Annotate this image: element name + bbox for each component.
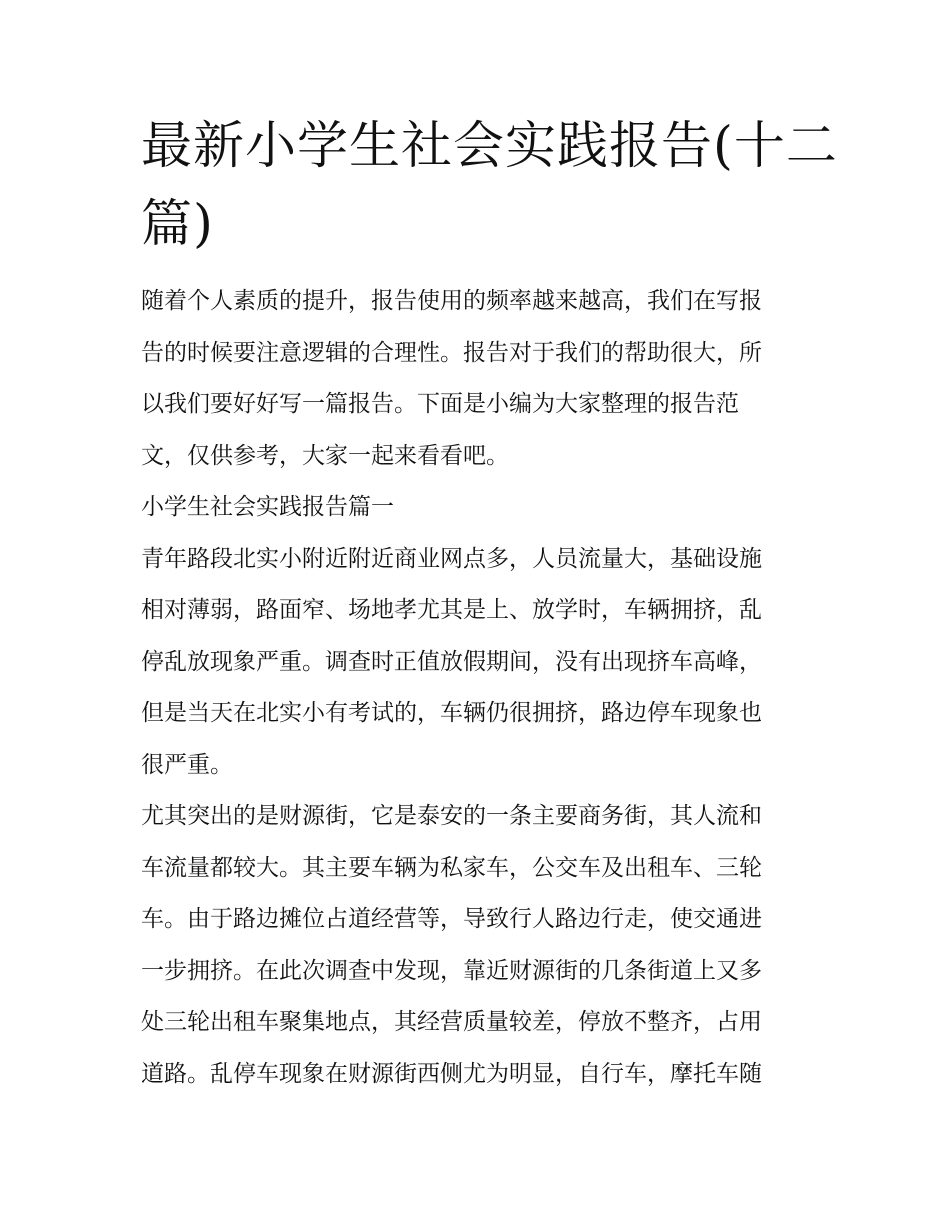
paragraph-line: 很严重。 — [141, 751, 233, 778]
document-body — [141, 276, 821, 1100]
paragraph-line: 相对薄弱，路面窄、场地孝尤其是上、放学时，车辆拥挤，乱 — [141, 597, 762, 623]
page-title — [141, 108, 838, 264]
intro-line: 告的时候要注意逻辑的合理性。报告对于我们的帮助很大，所 — [141, 339, 762, 366]
title-line: 最新小学生社会实践报告(十二 — [141, 117, 838, 176]
paragraph-line: 停乱放现象严重。调查时正值放假期间，没有出现挤车高峰， — [141, 648, 762, 675]
title-line: 篇) — [141, 195, 214, 254]
paragraph-line: 道路。乱停车现象在财源街西侧尤为明显，自行车，摩托车随 — [141, 1060, 762, 1087]
intro-line: 文，仅供参考，大家一起来看看吧。 — [141, 442, 509, 469]
paragraph-line: 一步拥挤。在此次调查中发现，靠近财源街的几条街道上又多 — [141, 957, 762, 984]
section-heading: 小学生社会实践报告篇一 — [141, 494, 394, 520]
paragraph-line: 但是当天在北实小有考试的，车辆仍很拥挤，路边停车现象也 — [141, 700, 762, 726]
paragraph-line: 处三轮出租车聚集地点，其经营质量较差，停放不整齐，占用 — [141, 1009, 762, 1035]
intro-line: 以我们要好好写一篇报告。下面是小编为大家整理的报告范 — [141, 391, 739, 417]
paragraph-line: 车。由于路边摊位占道经营等，导致行人路边行走，使交通进 — [141, 906, 762, 932]
intro-line: 随着个人素质的提升，报告使用的频率越来越高，我们在写报 — [141, 288, 762, 314]
paragraph-line: 尤其突出的是财源街，它是泰安的一条主要商务街，其人流和 — [141, 803, 762, 829]
paragraph-line: 青年路段北实小附近附近商业网点多，人员流量大，基础设施 — [141, 545, 762, 572]
paragraph-line: 车流量都较大。其主要车辆为私家车，公交车及出租车、三轮 — [141, 854, 762, 881]
